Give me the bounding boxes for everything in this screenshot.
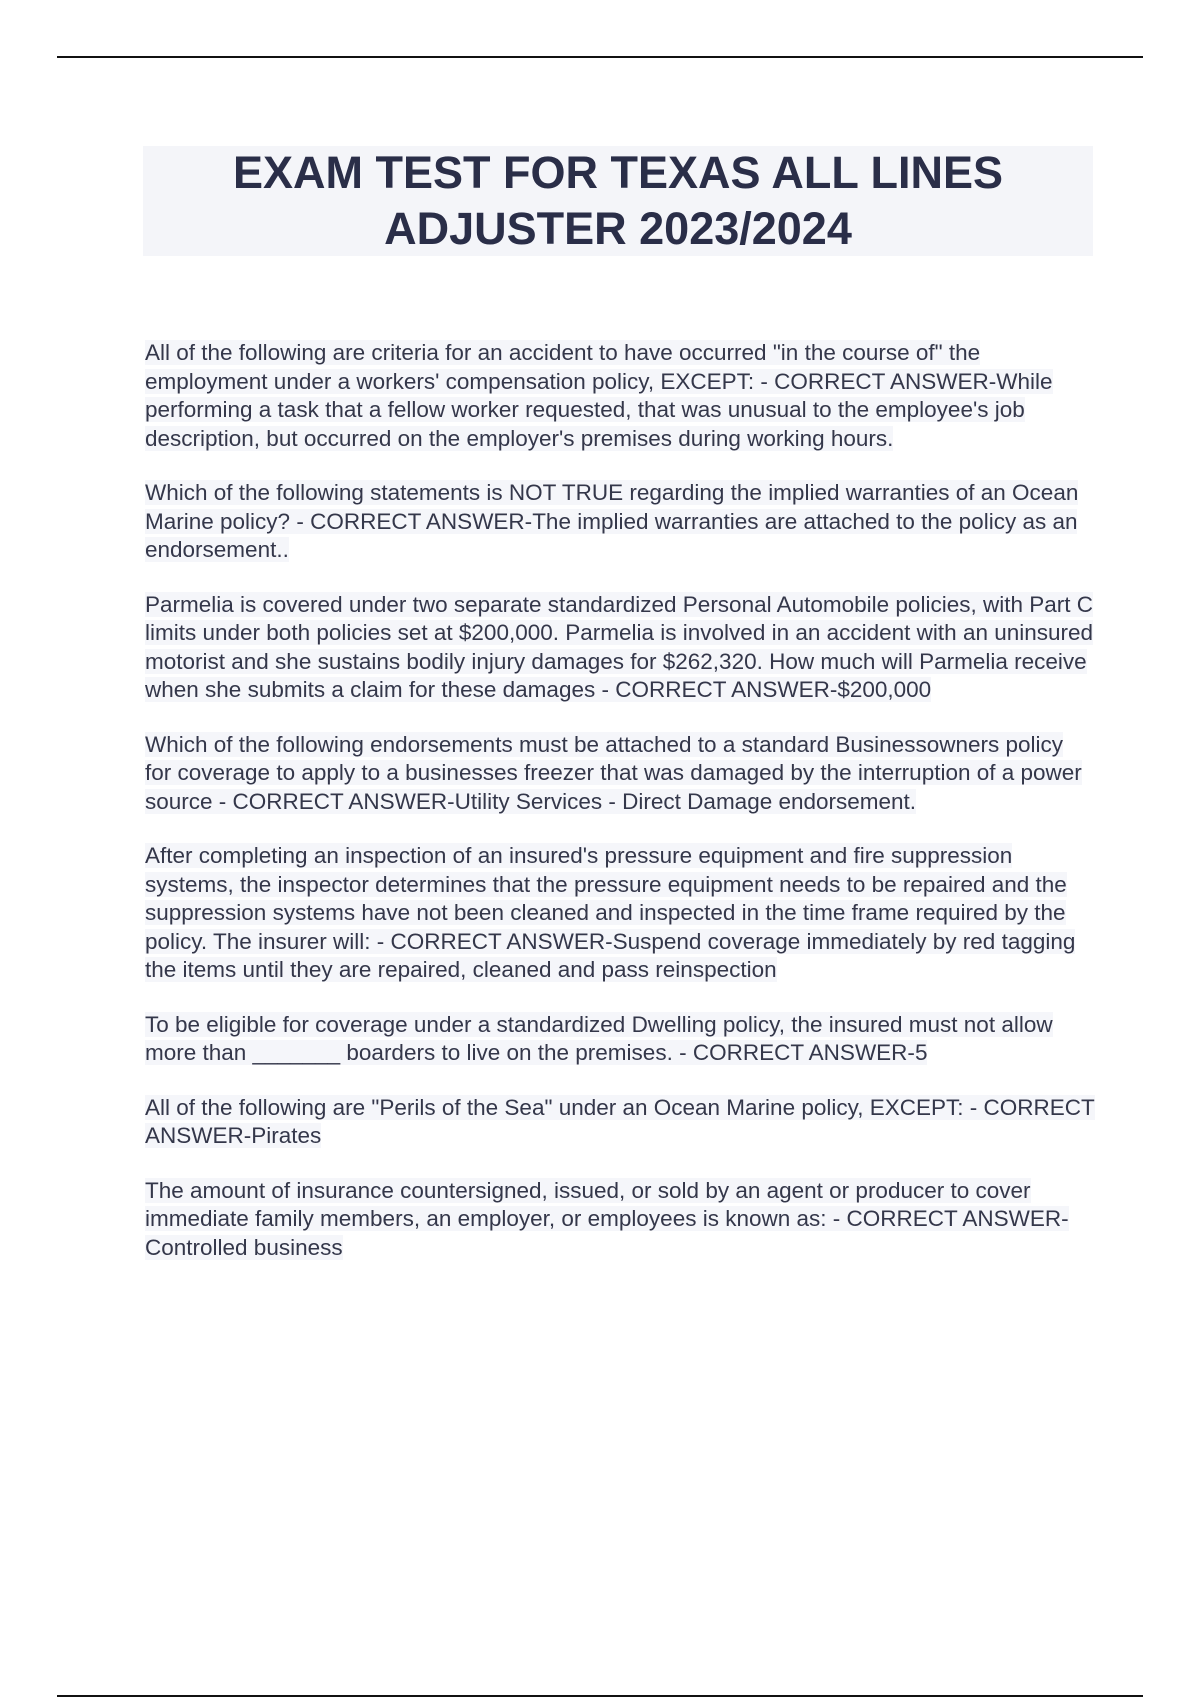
answer-prefix: CORRECT ANSWER- [310,508,533,534]
question-text: After completing an inspection of an insured's pressure equipment and fire suppression systems, the inspector determines that the pressure equipment needs to be repaired and the suppression systems have not been cleaned and inspected in the time frame required by the policy. The insurer will: [145,843,1067,954]
answer-text: Utility Services - Direct Damage endorsement. [454,788,917,814]
top-rule [57,56,1143,58]
title-line-2: ADJUSTER 2023/2024 [384,203,852,254]
qa-item [145,842,1095,985]
title-line-1: EXAM TEST FOR TEXAS ALL LINES [232,147,1004,198]
answer-text: 5 [914,1040,928,1065]
qa-item [145,1094,1095,1151]
question-text: Which of the following endorsements must be attached to a standard Businessowners policy for coverage to apply to a businesses freezer that was damaged by the interruption of a power source [145,731,1082,814]
answer-prefix: CORRECT ANSWER- [692,1040,915,1065]
answer-text: Controlled business [145,1234,343,1260]
answer-separator: - [754,368,775,394]
bottom-rule [57,1695,1143,1697]
answer-separator: - [290,508,311,534]
question-text: Parmelia is covered under two separate standardized Personal Automobile policies, with Part C limits under both policies set at $200,000. Parmelia is involved in an accident with an uninsured motorist and she sustains bodily injury damages for $262,320. How much will Parmelia receive when she submits a claim for these damages [145,591,1094,702]
title-banner [143,146,1093,256]
answer-prefix: CORRECT ANSWER- [145,1094,1095,1148]
answer-separator: - [963,1094,984,1120]
answer-prefix: CORRECT ANSWER- [774,368,997,394]
question-text: Which of the following statements is NOT TRUE regarding the implied warranties of an Ocean Marine policy? [145,480,1079,534]
qa-item [145,1011,1095,1068]
answer-prefix: CORRECT ANSWER- [390,928,613,954]
qa-item [145,339,1095,453]
answer-prefix: CORRECT ANSWER- [232,788,455,814]
answer-text: $200,000 [837,677,932,702]
qa-item [145,479,1095,565]
qa-item [145,1177,1095,1263]
answer-text: Suspend coverage immediately by red tagging the items until they are repaired, cleaned and pass reinspection [145,928,1076,982]
answer-separator: - [212,788,233,814]
answer-separator: - [595,677,616,702]
answer-text: Pirates [251,1123,322,1148]
document-title [233,145,1003,257]
answer-separator: - [672,1040,693,1065]
answer-separator: - [370,928,391,954]
answer-text: While performing a task that a fellow worker requested, that was unusual to the employee's job description, but occurred on the employer's premises during working hours. [145,368,1053,451]
question-text: The amount of insurance countersigned, issued, or sold by an agent or producer to cover immediate family members, an employer, or employees is known as: [145,1177,1031,1231]
answer-separator: - [826,1206,847,1231]
qa-item [145,731,1095,817]
question-answer-list [145,339,1095,1288]
question-text: To be eligible for coverage under a standardized Dwelling policy, the insured must not allow more than _______ boarders to live on the premises. [145,1011,1053,1065]
qa-item [145,591,1095,705]
question-text: All of the following are criteria for an accident to have occurred "in the course of" the employment under a workers' compensation policy, EXCEPT: [145,340,981,394]
answer-prefix: CORRECT ANSWER- [615,677,838,702]
answer-text: The implied warranties are attached to the policy as an endorsement.. [145,508,1078,562]
question-text: All of the following are "Perils of the Sea" under an Ocean Marine policy, EXCEPT: [145,1094,964,1120]
answer-prefix: CORRECT ANSWER- [846,1206,1069,1231]
